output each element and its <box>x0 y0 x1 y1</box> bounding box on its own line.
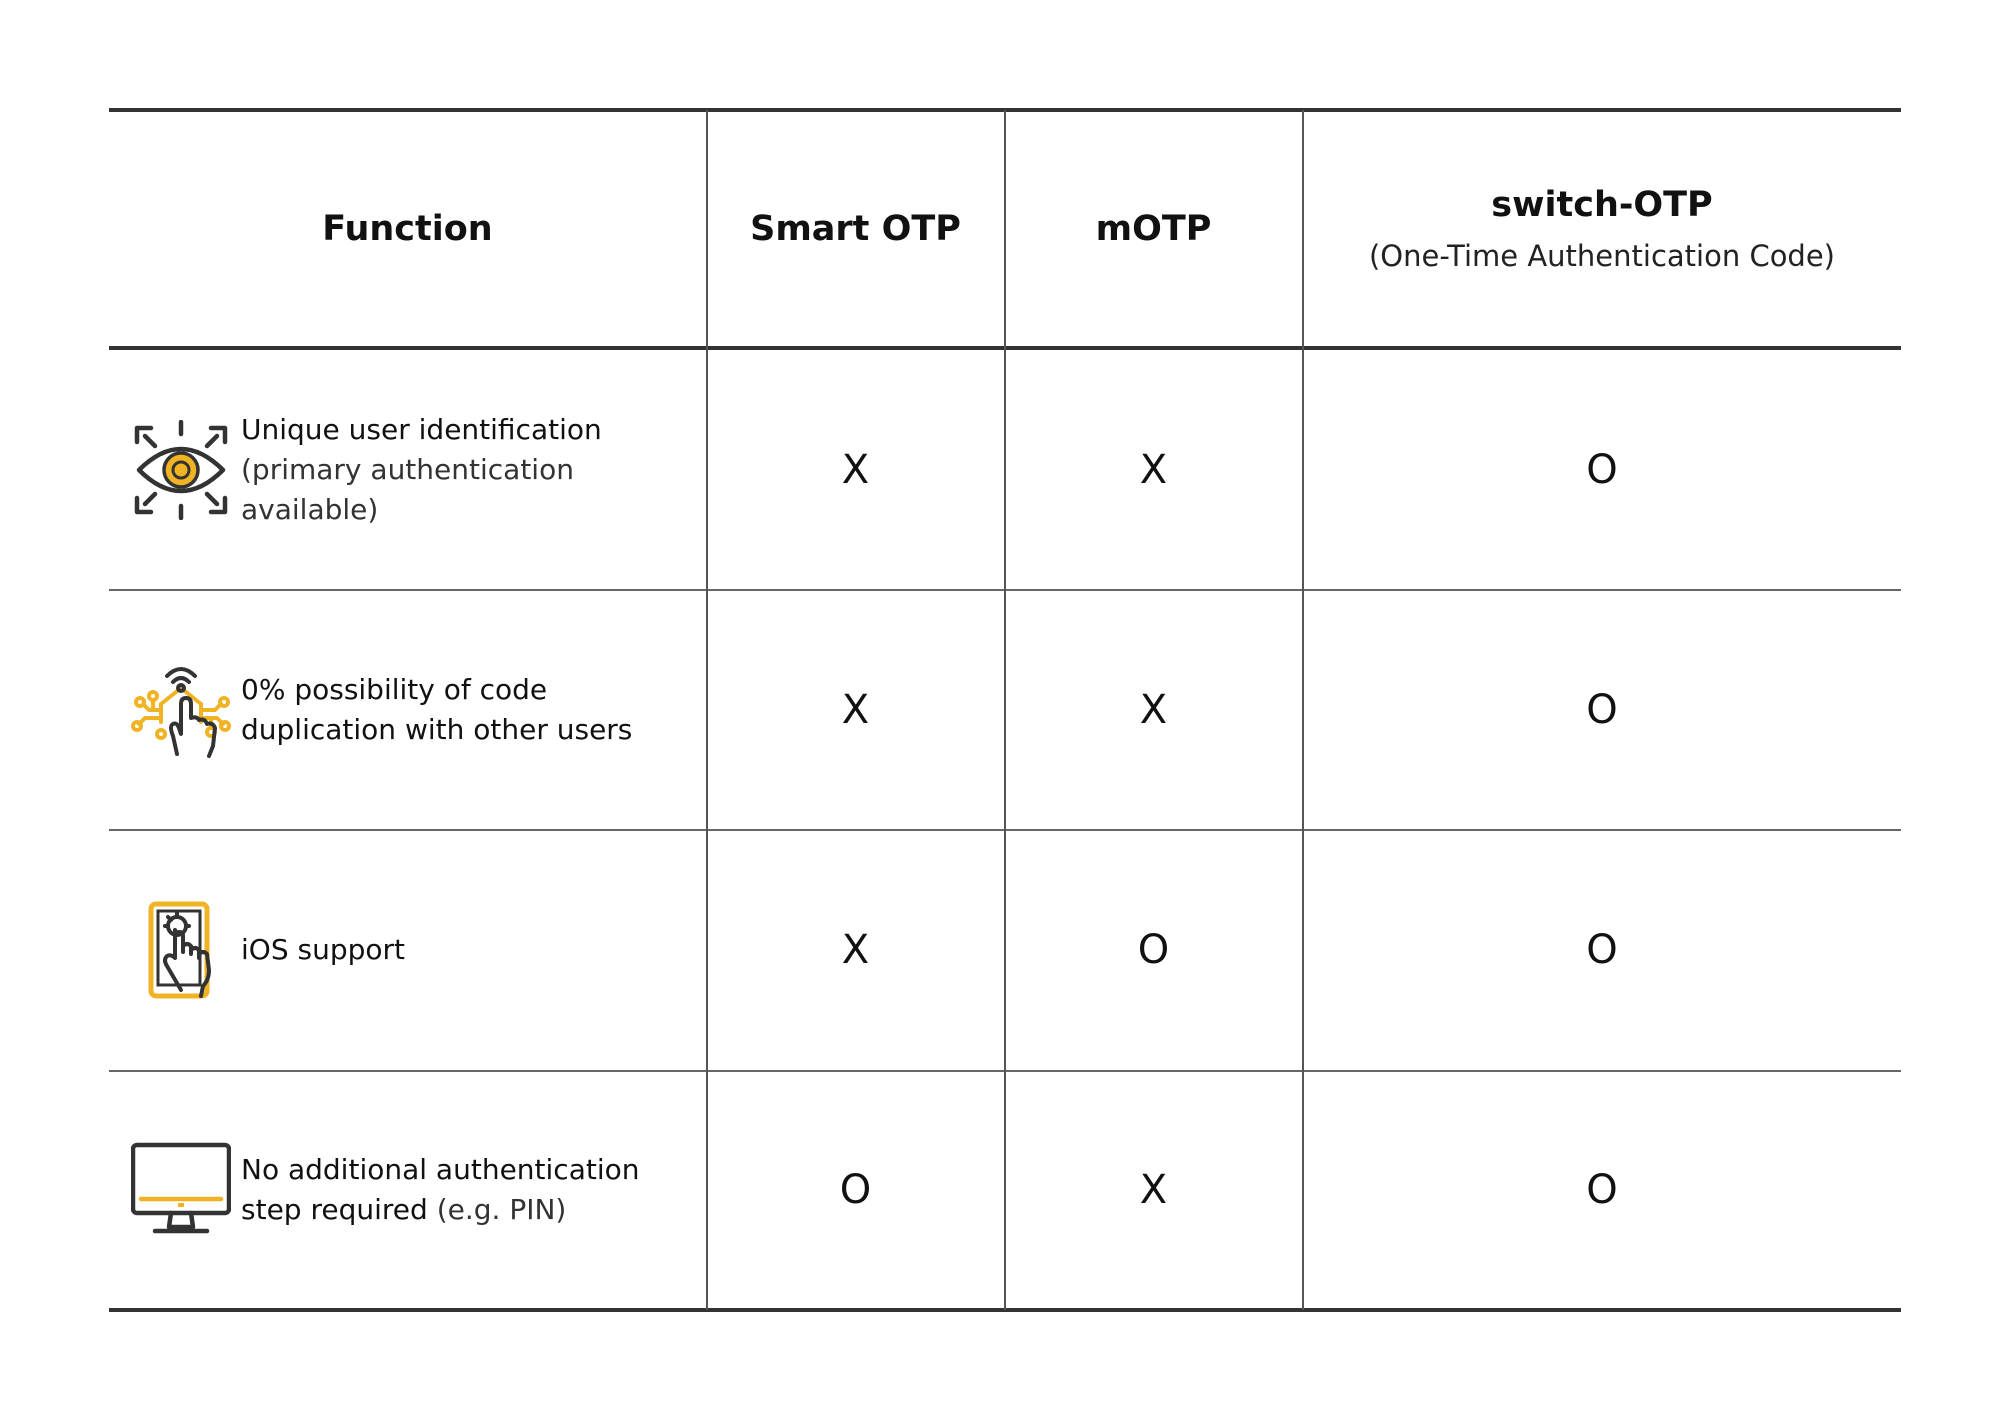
motp-value: X <box>1139 446 1168 493</box>
motp-value: O <box>1137 927 1170 973</box>
table-row <box>109 350 706 589</box>
header-smart-otp: Smart OTP <box>750 209 961 249</box>
smart-otp-value: X <box>841 446 870 493</box>
function-label-line1: 0% possibility of code <box>241 672 548 706</box>
function-label <box>241 1150 639 1230</box>
comparison-table <box>109 108 1901 1312</box>
motp-value: X <box>1139 1166 1168 1213</box>
table-row <box>109 590 706 829</box>
motp-value: X <box>1139 686 1168 733</box>
switch-otp-value: O <box>1586 1166 1618 1213</box>
header-function: Function <box>322 209 493 249</box>
fingerprint-network-icon <box>131 660 231 760</box>
function-label-line2: step required (e.g. PIN) <box>241 1192 567 1226</box>
function-label <box>241 410 706 530</box>
smart-otp-value: X <box>841 686 870 733</box>
table-row <box>109 1071 706 1308</box>
switch-otp-value: O <box>1586 686 1618 733</box>
function-label-line1: No additional authentication <box>241 1152 640 1186</box>
header-switch-otp-cell <box>1303 112 1901 346</box>
function-label-line2: duplication with other users <box>241 712 633 746</box>
smart-otp-value: O <box>839 1166 872 1213</box>
header-smart-otp-cell <box>707 112 1004 346</box>
header-switch-otp: switch-OTP <box>1491 185 1713 225</box>
smart-otp-value: X <box>841 927 870 973</box>
switch-otp-value: O <box>1586 927 1618 973</box>
phone-touch-icon <box>131 900 231 1000</box>
table-row <box>109 830 706 1070</box>
header-motp: mOTP <box>1095 209 1212 249</box>
header-function-cell <box>109 112 706 346</box>
function-label-line2: (primary authentication available) <box>241 452 574 526</box>
header-switch-otp-subtitle: (One-Time Authentication Code) <box>1368 239 1835 273</box>
header-motp-cell <box>1005 112 1302 346</box>
function-label-line1: Unique user identification <box>241 412 602 446</box>
function-label <box>241 670 632 750</box>
function-label <box>241 930 405 970</box>
monitor-icon <box>131 1139 231 1239</box>
function-label-line1: iOS support <box>241 933 405 966</box>
switch-otp-value: O <box>1586 446 1618 493</box>
eye-scan-icon <box>131 420 231 520</box>
